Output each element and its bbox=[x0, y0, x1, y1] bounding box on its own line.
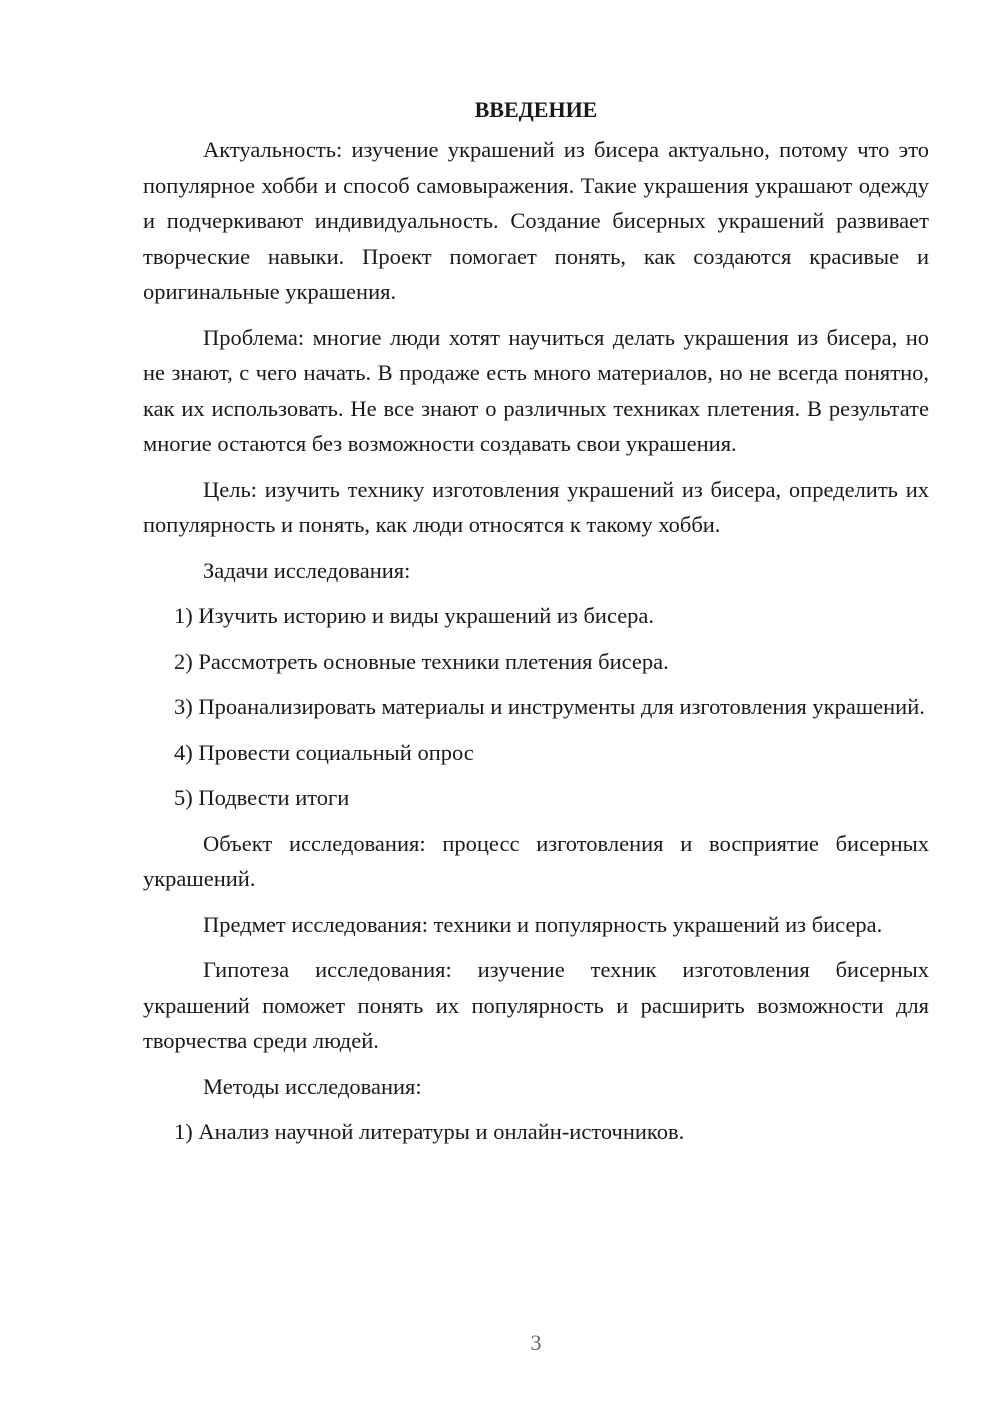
list-item: 1) Анализ научной литературы и онлайн-источников. bbox=[174, 1119, 685, 1144]
tasks-heading: Задачи исследования: bbox=[203, 557, 411, 583]
problem-paragraph: Проблема: многие люди хотят научиться делать украшения из бисера, но не знают, с чего начать. В продаже есть много материалов, но не всегда понятно, как их использовать. Не все знают о различных техниках плетения. В результате многие остаются без возможности создавать свои украшения. bbox=[143, 324, 929, 456]
page-number: 3 bbox=[530, 1330, 542, 1355]
list-item: 3) Проанализировать материалы и инструменты для изготовления украшений. bbox=[174, 694, 925, 719]
list-item: 4) Провести социальный опрос bbox=[174, 739, 474, 765]
hypothesis-paragraph: Гипотеза исследования: изучение техник изготовления бисерных украшений поможет понять их популярность и расширить возможности для творчества среди людей. bbox=[143, 957, 929, 1053]
object-paragraph: Объект исследования: процесс изготовления и восприятие бисерных украшений. bbox=[143, 830, 929, 891]
subject-paragraph: Предмет исследования: техники и популярность украшений из бисера. bbox=[203, 911, 883, 937]
document-page bbox=[143, 92, 929, 1160]
methods-heading: Методы исследования: bbox=[203, 1073, 422, 1099]
section-title: ВВЕДЕНИЕ bbox=[474, 97, 598, 122]
list-item: 1) Изучить историю и виды украшений из бисера. bbox=[174, 603, 655, 628]
list-item: 2) Рассмотреть основные техники плетения бисера. bbox=[174, 648, 669, 674]
list-item: 5) Подвести итоги bbox=[174, 785, 350, 810]
methods-list bbox=[143, 1114, 929, 1150]
relevance-paragraph: Актуальность: изучение украшений из бисера актуально, потому что это популярное хобби и способ самовыражения. Такие украшения украшают одежду и подчеркивают индивидуальность. Создание бисерных украшений развивает творческие навыки. Проект помогает понять, как создаются красивые и оригинальные украшения. bbox=[143, 137, 929, 304]
goal-paragraph: Цель: изучить технику изготовления украшений из бисера, определить их популярность и понять, как люди относятся к такому хобби. bbox=[143, 476, 929, 537]
tasks-list bbox=[143, 598, 929, 816]
